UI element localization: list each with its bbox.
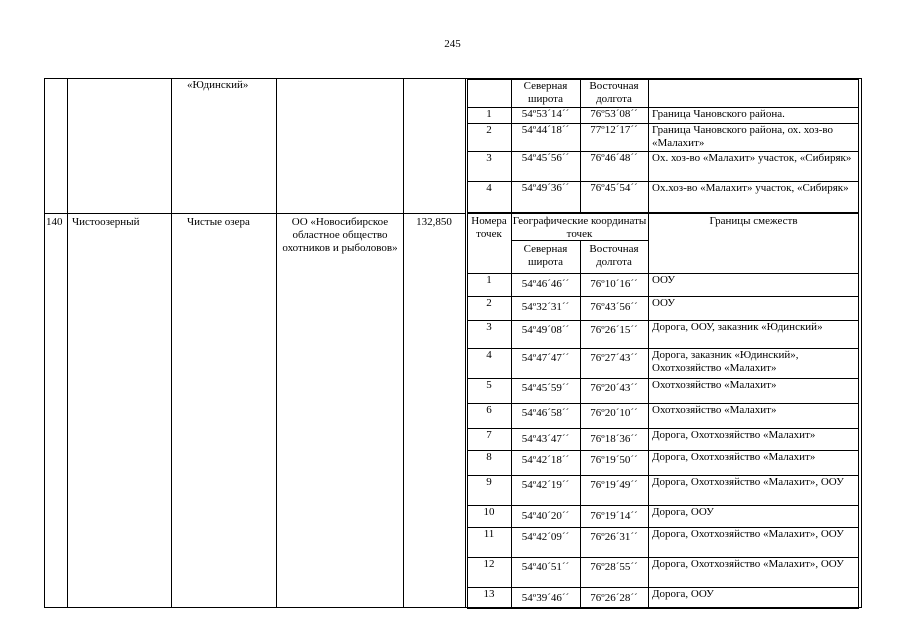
- latitude: 54º45´56´´: [521, 152, 570, 164]
- latitude: 54º53´14´´: [521, 108, 570, 120]
- area-user: ОО «Новосибирское областное общество охотников и рыболовов»: [282, 216, 398, 254]
- table-cell-border: [648, 79, 859, 108]
- longitude: 76º18´36´´: [590, 433, 638, 445]
- point-number: 2: [486, 124, 492, 136]
- border-description: Дорога, ООУ: [652, 588, 714, 600]
- latitude: 54º46´46´´: [521, 278, 570, 290]
- latitude: 54º39´46´´: [521, 592, 570, 604]
- point-number: 12: [483, 558, 495, 570]
- col-divider: [403, 79, 404, 607]
- point-number: 6: [486, 404, 492, 416]
- longitude: 76º20´10´´: [590, 407, 638, 419]
- page-number: 245: [444, 38, 461, 50]
- border-description: Ох. хоз-во «Малахит» участок, «Сибиряк»: [652, 152, 852, 164]
- latitude: 54º42´18´´: [521, 454, 570, 466]
- longitude: 76º10´16´´: [590, 278, 638, 290]
- point-number: 9: [486, 476, 492, 488]
- lat-header: Северная широта: [523, 80, 568, 105]
- point-number: 3: [486, 321, 492, 333]
- col-divider: [276, 79, 277, 607]
- longitude: 76º53´08´´: [590, 108, 638, 120]
- latitude: 54º42´09´´: [521, 531, 570, 543]
- point-number: 4: [486, 182, 492, 194]
- prev-area-name: «Юдинский»: [187, 79, 249, 91]
- longitude: 76º45´54´´: [590, 182, 638, 194]
- table-cell-border: [467, 79, 512, 108]
- latitude: 54º40´20´´: [521, 510, 570, 522]
- area-name: Чистые озера: [187, 216, 250, 228]
- border-description: Дорога, Охотхозяйство «Малахит»: [652, 429, 816, 441]
- latitude: 54º46´58´´: [521, 407, 570, 419]
- border-description: Дорога, Охотхозяйство «Малахит», ООУ: [652, 528, 844, 540]
- border-description: ООУ: [652, 274, 676, 286]
- coordinates-table: [467, 79, 857, 607]
- border-description: Ох.хоз-во «Малахит» участок, «Сибиряк»: [652, 182, 849, 194]
- lon-header: Восточная долгота: [589, 243, 639, 268]
- point-number: 11: [483, 528, 495, 540]
- border-description: Дорога, заказник «Юдинский», Охотхозяйство «Малахит»: [652, 349, 799, 374]
- longitude: 76º43´56´´: [590, 301, 638, 313]
- borders-header: Границы смежеств: [709, 215, 798, 227]
- lon-header: Восточная долгота: [589, 80, 639, 105]
- latitude: 54º43´47´´: [521, 433, 570, 445]
- point-number: 2: [486, 297, 492, 309]
- longitude: 76º27´43´´: [590, 352, 638, 364]
- border-description: Дорога, ООУ, заказник «Юдинский»: [652, 321, 823, 333]
- point-number: 13: [483, 588, 495, 600]
- longitude: 76º20´43´´: [590, 382, 638, 394]
- latitude: 54º49´36´´: [521, 182, 570, 194]
- outer-table: [44, 78, 862, 608]
- border-description: Дорога, Охотхозяйство «Малахит», ООУ: [652, 476, 844, 488]
- row-divider: [45, 213, 465, 214]
- border-description: Граница Чановского района.: [652, 108, 785, 120]
- latitude: 54º44´18´´: [521, 124, 570, 136]
- latitude: 54º47´47´´: [521, 352, 570, 364]
- geo-coordinates-header: Географические координаты точек: [512, 215, 647, 240]
- longitude: 76º19´50´´: [590, 454, 638, 466]
- border-description: Дорога, Охотхозяйство «Малахит»: [652, 451, 816, 463]
- point-number-header: Номера точек: [471, 215, 507, 240]
- latitude: 54º40´51´´: [521, 561, 570, 573]
- longitude: 76º26´31´´: [590, 531, 638, 543]
- col-divider: [67, 79, 68, 607]
- border-description: Охотхозяйство «Малахит»: [652, 404, 777, 416]
- longitude: 76º46´48´´: [590, 152, 638, 164]
- lat-header: Северная широта: [523, 243, 568, 268]
- longitude: 76º19´49´´: [590, 479, 638, 491]
- point-number: 8: [486, 451, 492, 463]
- border-description: ООУ: [652, 297, 676, 309]
- point-number: 1: [486, 108, 492, 120]
- latitude: 54º32´31´´: [521, 301, 570, 313]
- col-divider: [465, 79, 466, 607]
- border-description: Граница Чановского района, ох. хоз-во «Малахит»: [652, 124, 834, 149]
- border-description: Дорога, ООУ: [652, 506, 714, 518]
- point-number: 1: [486, 274, 492, 286]
- longitude: 76º28´55´´: [590, 561, 638, 573]
- point-number: 10: [483, 506, 495, 518]
- district-name: Чистоозерный: [72, 216, 140, 228]
- area-size: 132,850: [416, 216, 452, 228]
- point-number: 4: [486, 349, 492, 361]
- point-number: 3: [486, 152, 492, 164]
- point-number: 5: [486, 379, 492, 391]
- longitude: 77º12´17´´: [590, 124, 638, 136]
- longitude: 76º19´14´´: [590, 510, 638, 522]
- longitude: 76º26´15´´: [590, 324, 638, 336]
- longitude: 76º26´28´´: [590, 592, 638, 604]
- border-description: Охотхозяйство «Малахит»: [652, 379, 777, 391]
- latitude: 54º42´19´´: [521, 479, 570, 491]
- latitude: 54º45´59´´: [521, 382, 570, 394]
- border-description: Дорога, Охотхозяйство «Малахит», ООУ: [652, 558, 844, 570]
- latitude: 54º49´08´´: [521, 324, 570, 336]
- col-divider: [171, 79, 172, 607]
- point-number: 7: [486, 429, 492, 441]
- row-index: 140: [46, 216, 63, 228]
